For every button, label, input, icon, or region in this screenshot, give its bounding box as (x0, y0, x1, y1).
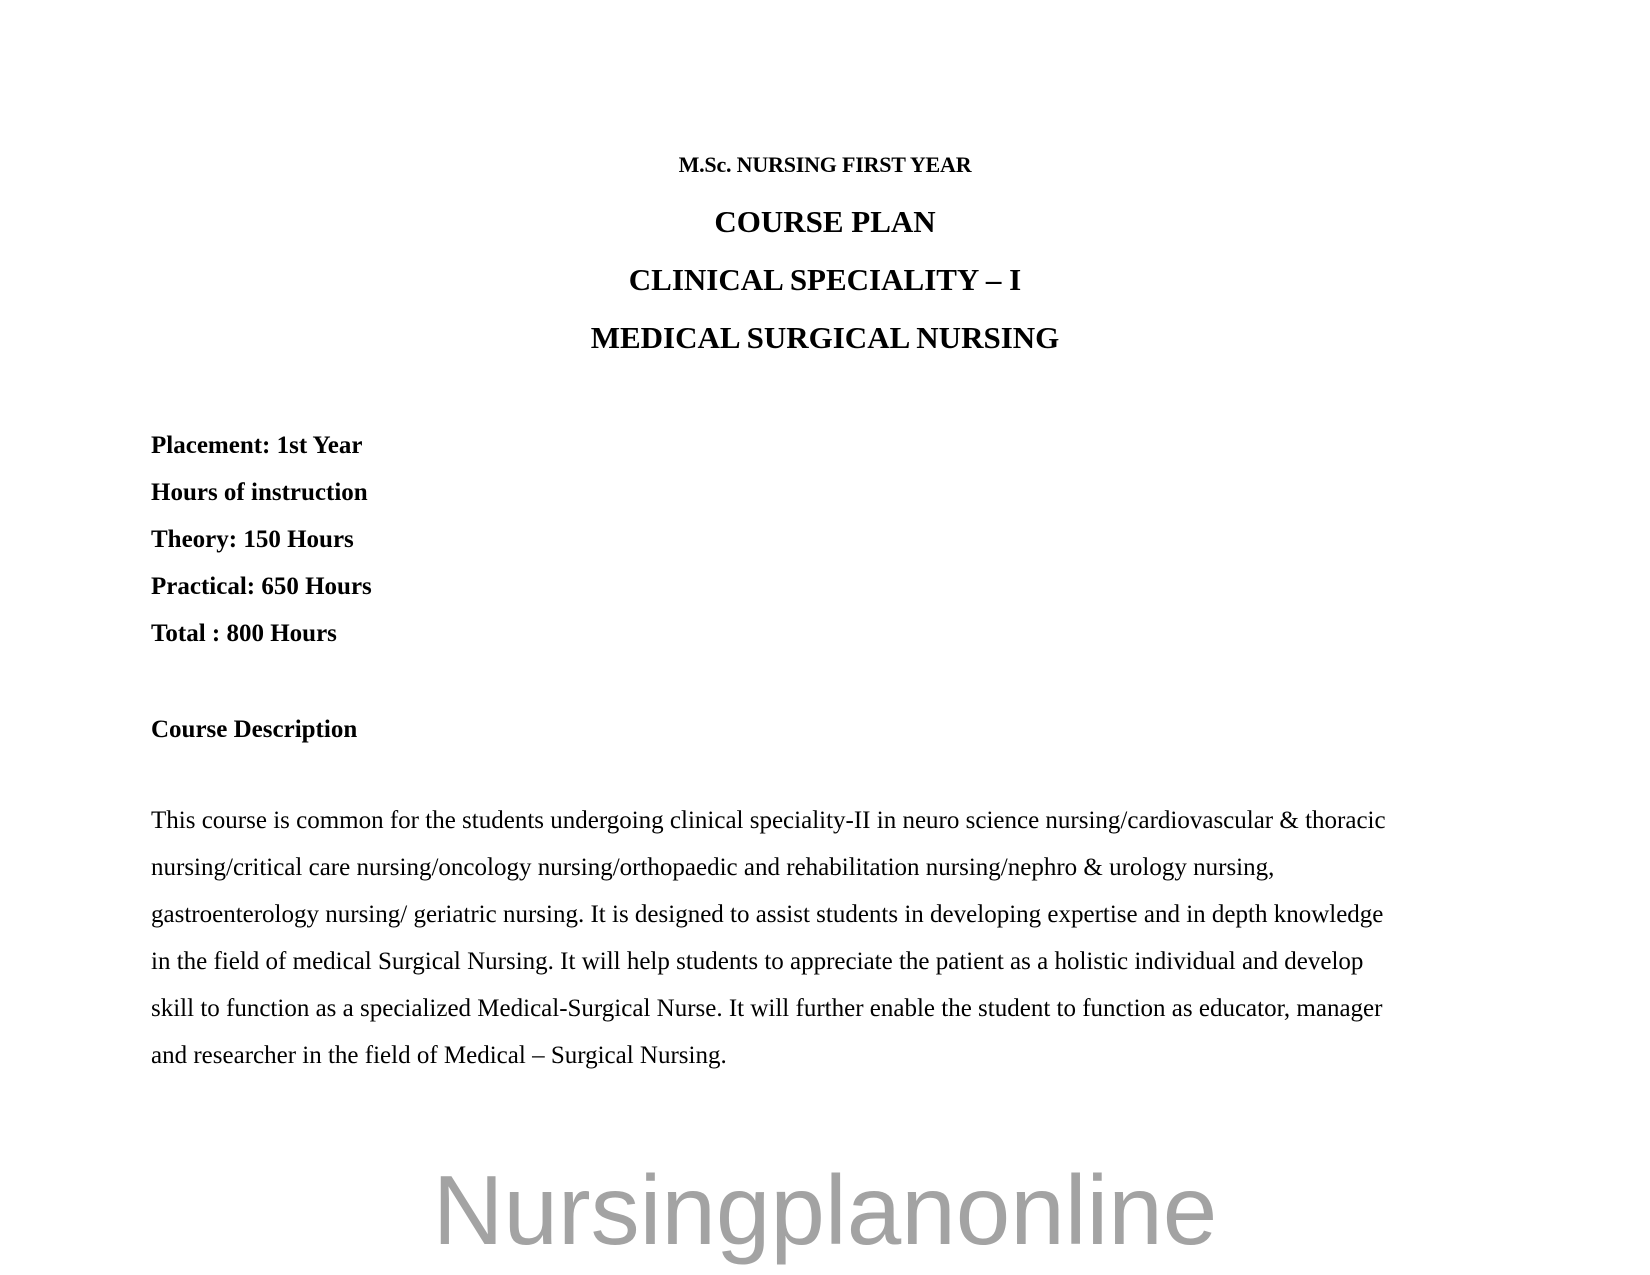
description-line: skill to function as a specialized Medical-Surgical Nurse. It will further enable the student to function as educator, manager (151, 995, 1383, 1022)
clinical-speciality-title: CLINICAL SPECIALITY – I (628, 262, 1022, 297)
course-meta-list (151, 431, 372, 666)
subject-title: MEDICAL SURGICAL NURSING (590, 320, 1060, 355)
description-line: in the field of medical Surgical Nursing. It will help students to appreciate the patient as a holistic individual and develop (151, 948, 1364, 975)
hours-heading: Hours of instruction (151, 479, 368, 506)
theory-hours: Theory: 150 Hours (151, 526, 354, 553)
total-hours: Total : 800 Hours (151, 620, 337, 647)
description-line: gastroenterology nursing/ geriatric nursing. It is designed to assist students in developing expertise and in depth knowledge (151, 901, 1384, 928)
practical-hours: Practical: 650 Hours (151, 573, 372, 600)
description-line: nursing/critical care nursing/oncology nursing/orthopaedic and rehabilitation nursing/nephro & urology nursing, (151, 854, 1275, 881)
course-description-heading: Course Description (151, 716, 358, 743)
course-description-paragraph (151, 806, 1511, 1088)
description-line: and researcher in the field of Medical – Surgical Nursing. (151, 1042, 727, 1069)
course-plan-title: COURSE PLAN (714, 204, 936, 239)
description-line: This course is common for the students undergoing clinical speciality-II in neuro science nursing/cardiovascular & thoracic (151, 807, 1386, 834)
placement-text: Placement: 1st Year (151, 432, 363, 459)
program-year-heading: M.Sc. NURSING FIRST YEAR (678, 152, 972, 177)
watermark-text: Nursingplanonline (432, 1155, 1218, 1265)
